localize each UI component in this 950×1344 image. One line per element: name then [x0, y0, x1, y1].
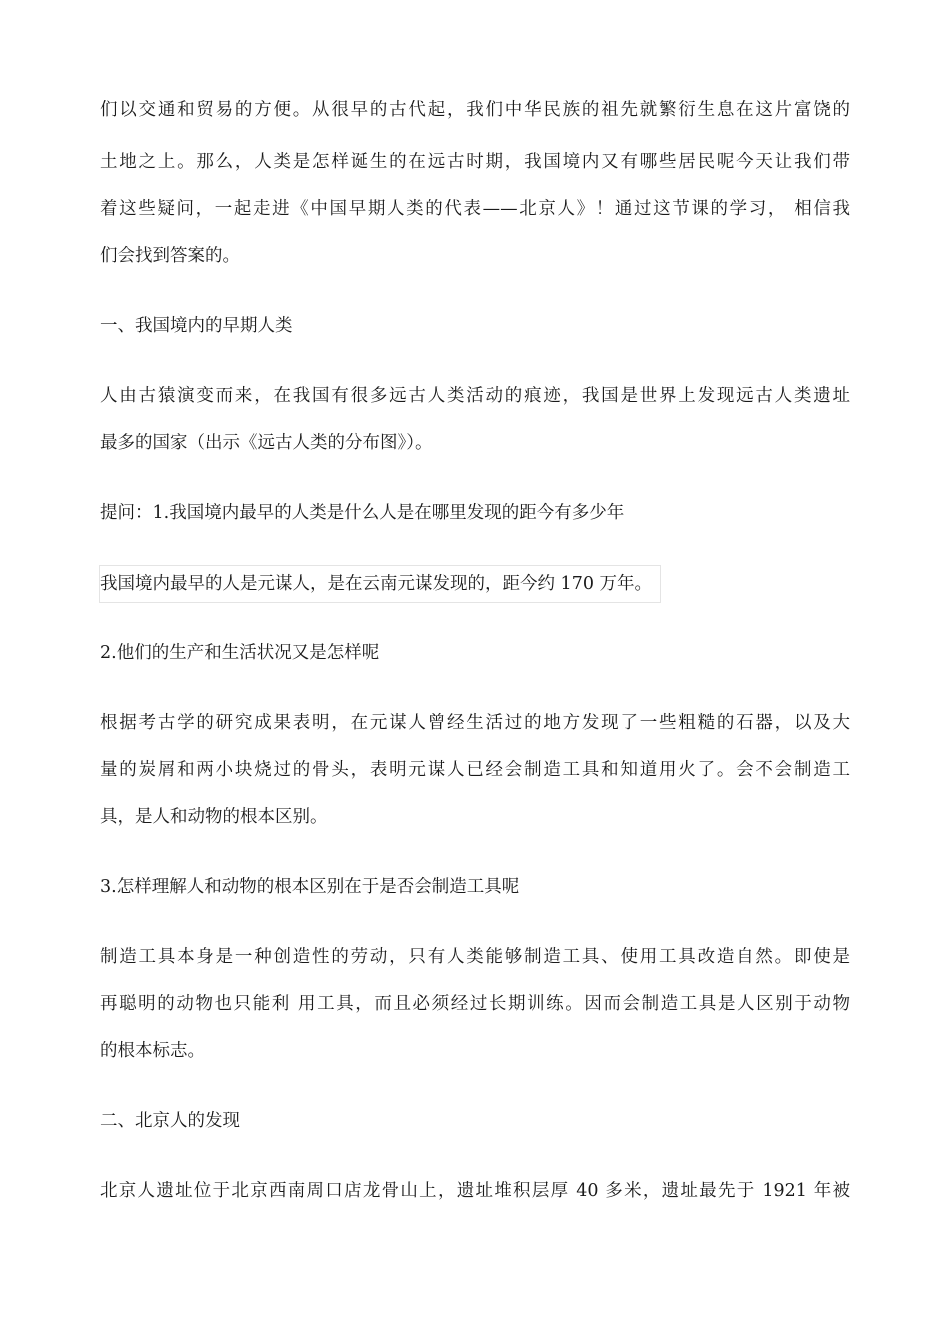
section-heading: 一、我国境内的早期人类 [100, 316, 293, 336]
section-heading: 二、北京人的发现 [100, 1111, 240, 1131]
intro-line: 着这些疑问，一起走进《中国早期人类的代表——北京人》！通过这节课的学习， 相信我 [100, 199, 850, 219]
answer-line: 再聪明的动物也只能利 用工具，而且必须经过长期训练。因而会制造工具是人区别于动物 [100, 994, 850, 1014]
answer-line: 量的炭屑和两小块烧过的骨头，表明元谋人已经会制造工具和知道用火了。会不会制造工 [100, 760, 850, 780]
answer-1-box: 我国境内最早的人是元谋人，是在云南元谋发现的，距今约 170 万年。 [99, 565, 661, 603]
answer-line: 的根本标志。 [100, 1041, 205, 1061]
answer-line: 制造工具本身是一种创造性的劳动，只有人类能够制造工具、使用工具改造自然。即使是 [100, 947, 850, 967]
paragraph-line: 北京人遗址位于北京西南周口店龙骨山上，遗址堆积层厚 40 多米，遗址最先于 1921 年被 [100, 1181, 850, 1201]
question-3: 3.怎样理解人和动物的根本区别在于是否会制造工具呢 [100, 877, 520, 897]
question-1: 提问：1.我国境内最早的人类是什么人是在哪里发现的距今有多少年 [100, 503, 625, 523]
intro-line: 土地之上。那么，人类是怎样诞生的在远古时期，我国境内又有哪些居民呢今天让我们带 [100, 152, 850, 172]
answer-line: 根据考古学的研究成果表明，在元谋人曾经生活过的地方发现了一些粗糙的石器，以及大 [100, 713, 850, 733]
question-2: 2.他们的生产和生活状况又是怎样呢 [100, 643, 380, 663]
paragraph-line: 人由古猿演变而来，在我国有很多远古人类活动的痕迹，我国是世界上发现远古人类遗址 [100, 386, 850, 406]
answer-line: 具，是人和动物的根本区别。 [100, 807, 328, 827]
intro-line: 们以交通和贸易的方便。从很早的古代起，我们中华民族的祖先就繁衍生息在这片富饶的 [100, 100, 850, 120]
paragraph-line: 最多的国家（出示《远古人类的分布图》）。 [100, 433, 433, 453]
intro-line: 们会找到答案的。 [100, 246, 240, 266]
